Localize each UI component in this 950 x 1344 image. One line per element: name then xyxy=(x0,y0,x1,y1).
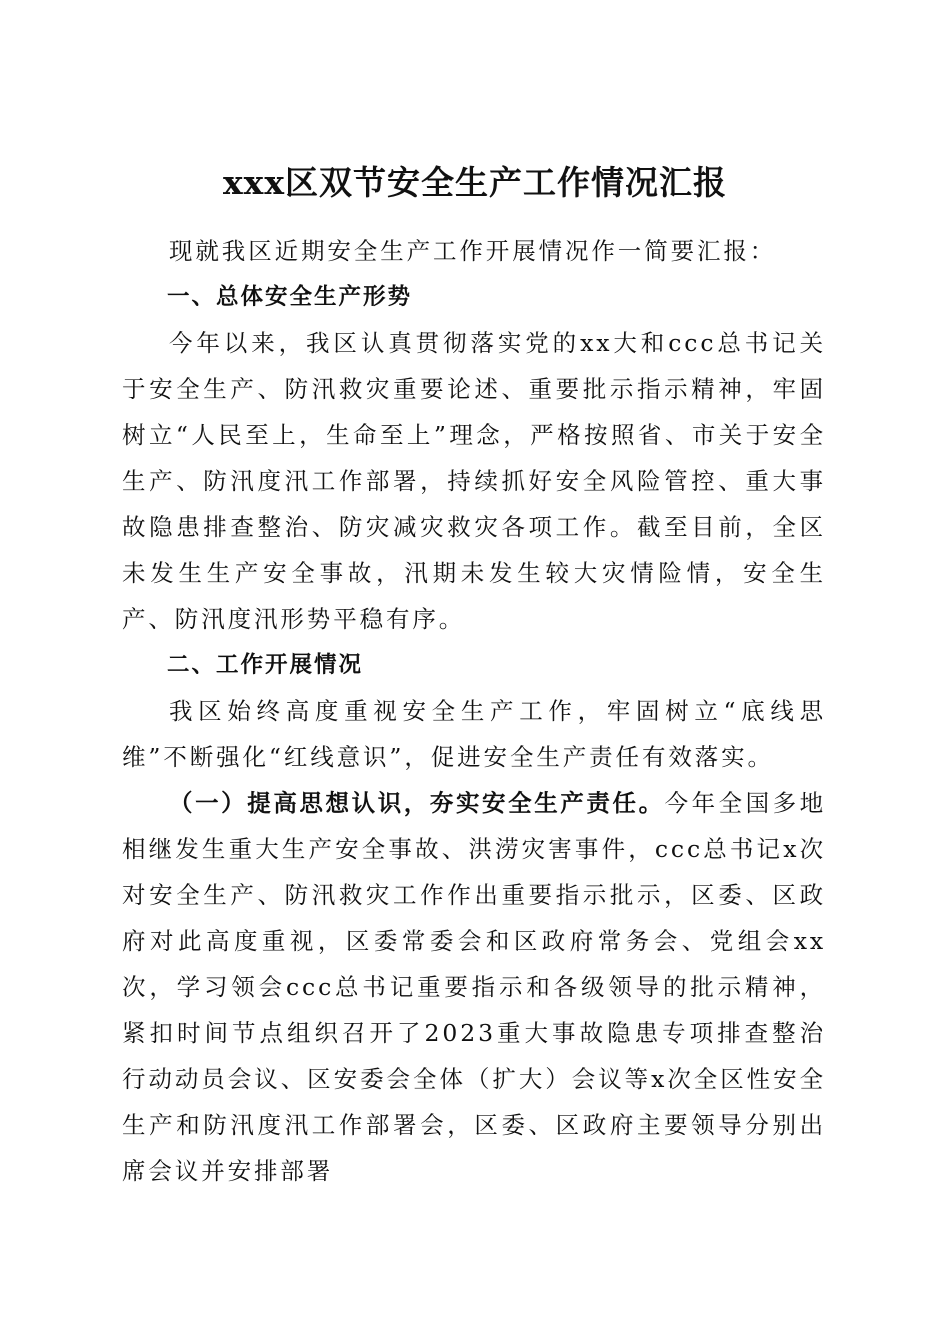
subsection-paragraph-responsibility xyxy=(122,780,826,1194)
document-body xyxy=(122,228,826,1194)
section-heading-work-progress: 二、工作开展情况 xyxy=(167,652,364,678)
document-title: xxx区双节安全生产工作情况汇报 xyxy=(222,163,728,203)
subsection-text: 今年全国多地相继发生重大生产安全事故、洪涝灾害事件，ccc总书记x次对安全生产、防汛救灾工作作出重要指示批示，区委、区政府对此高度重视，区委常委会和区政府常务会、党组会xx次，学习领会ccc总书记重要指示和各级领导的批示精神，紧扣时间节点组织召开了2023重大事故隐患专项排查整治行动动员会议、区安委会全体（扩大）会议等x次全区性安全生产和防汛度汛工作部署会，区委、区政府主要领导分别出席会议并安排部署 xyxy=(122,789,827,1185)
intro-paragraph: 现就我区近期安全生产工作开展情况作一简要汇报： xyxy=(169,237,777,265)
section-paragraph-work-progress: 我区始终高度重视安全生产工作，牢固树立“底线思维”不断强化“红线意识”，促进安全生产责任有效落实。 xyxy=(122,697,826,771)
section-heading-overall-situation: 一、总体安全生产形势 xyxy=(167,284,413,310)
section-paragraph-overall-situation: 今年以来，我区认真贯彻落实党的xx大和ccc总书记关于安全生产、防汛救灾重要论述、重要批示指示精神，牢固树立“人民至上，生命至上”理念，严格按照省、市关于安全生产、防汛度汛工作部署，持续抓好安全风险管控、重大事故隐患排查整治、防灾减灾救灾各项工作。截至目前，全区未发生生产安全事故，汛期未发生较大灾情险情，安全生产、防汛度汛形势平稳有序。 xyxy=(122,329,826,633)
subsection-lead: （一）提高思想认识，夯实安全生产责任。 xyxy=(169,789,665,817)
